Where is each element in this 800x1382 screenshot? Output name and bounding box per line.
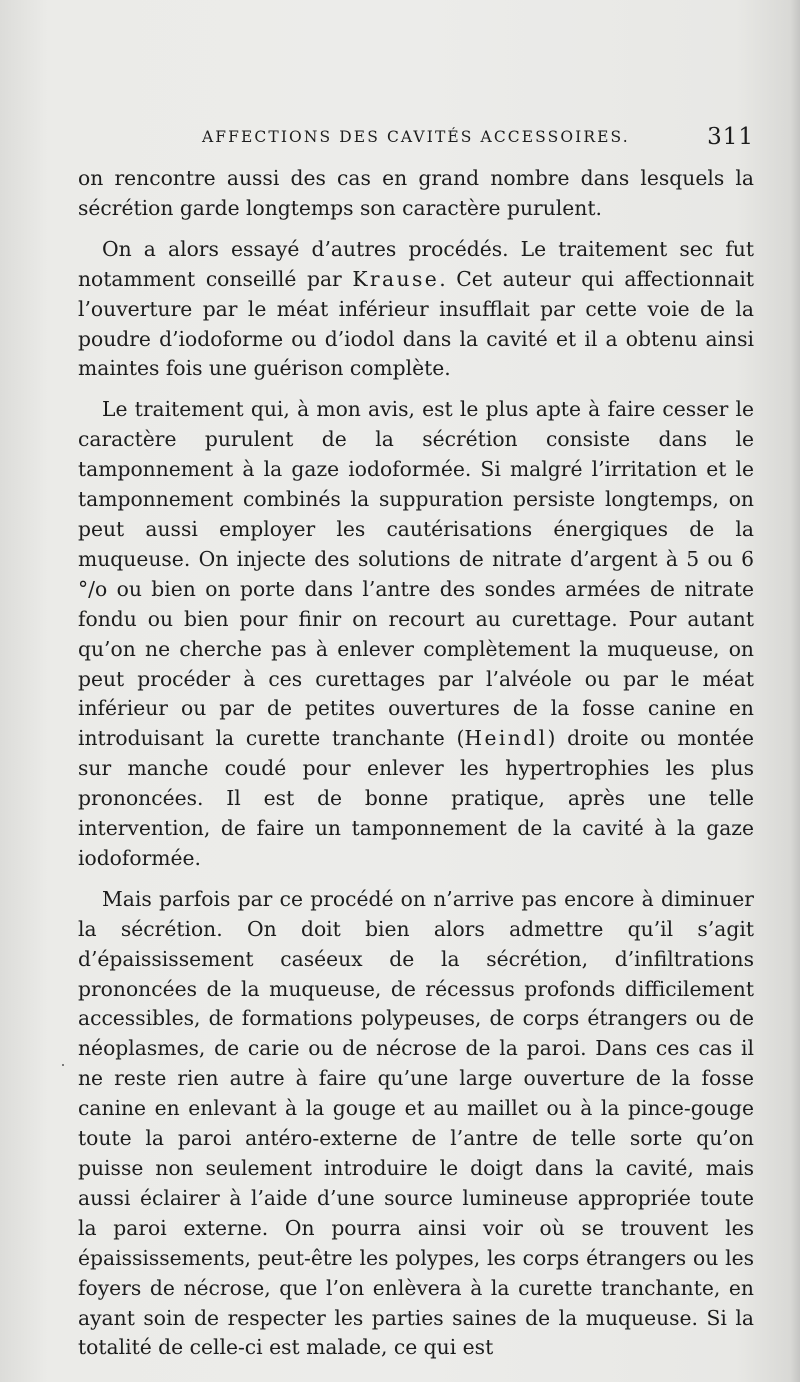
author-name-krause: Krause [352, 266, 440, 291]
paragraph-2-text-end: . Cet auteur qui affectionnait l’ouverture par le méat inférieur insufflait par cette voie de la poudre d’iodoforme ou d’iodol dans la cavité et il a obtenu ainsi maintes fois une guérison complète. [78, 266, 754, 381]
page-number: 311 [707, 124, 754, 150]
paragraph-1-text: on rencontre aussi des cas en grand nombre dans lesquels la sécrétion garde longtemps son caractère purulent. [78, 166, 754, 220]
author-name-heindl: Heindl [464, 726, 548, 751]
scan-edge-shadow [790, 0, 800, 1382]
running-title: AFFECTIONS DES CAVITÉS ACCESSOIRES. [202, 128, 630, 146]
paragraph-2 [78, 235, 754, 385]
margin-speck [62, 1064, 64, 1066]
paragraph-3-text-end: ) droite ou montée sur manche coudé pour enlever les hypertrophies les plus prononcées. Il est de bonne pratique, après une telle intervention, de faire un tamponnement de la cavité à la gaze iodoformée. [78, 726, 754, 870]
body-text [78, 164, 754, 1374]
paragraph-1 [78, 164, 754, 224]
paragraph-3 [78, 395, 754, 874]
paragraph-4-text: Mais parfois par ce procédé on n’arrive pas encore à diminuer la sécrétion. On doit bien alors admettre qu’il s’agit d’épaississement caséeux de la sécrétion, d’infiltrations prononcées de la muqueuse, de récessus profonds difficilement accessibles, de formations polypeuses, de corps étrangers ou de néoplasmes, de carie ou de nécrose de la paroi. Dans ces cas il ne reste rien autre à faire qu’une large ouverture de la fosse canine en enlevant à la gouge et au maillet ou à la pince-gouge toute la paroi antéro-externe de l’antre de telle sorte qu’on puisse non seulement introduire le doigt dans la cavité, mais aussi éclairer à l’aide d’une source lumineuse appropriée toute la paroi externe. On pourra ainsi voir où se trouvent les épaississements, peut-être les polypes, les corps étrangers ou les foyers de nécrose, que l’on enlèvera à la curette tranchante, en ayant soin de respecter les parties saines de la muqueuse. Si la totalité de celle-ci est malade, ce qui est [78, 886, 754, 1360]
running-head [78, 124, 754, 154]
paragraph-2-text-start: On a alors essayé d’autres procédés. Le traitement sec fut notamment conseillé par [78, 236, 754, 291]
paragraph-4 [78, 885, 754, 1364]
paragraph-3-text-start: Le traitement qui, à mon avis, est le plus apte à faire cesser le caractère purulent de la sécrétion consiste dans le tamponnement à la gaze iodoformée. Si malgré l’irritation et le tamponnement combinés la suppuration persiste longtemps, on peut aussi employer les cautérisations énergiques de la muqueuse. On injecte des solutions de nitrate d’argent à 5 ou 6 °/o ou bien on porte dans l’antre des sondes armées de nitrate fondu ou bien pour finir on recourt au curettage. Pour autant qu’on ne cherche pas à enlever complètement la muqueuse, on peut procéder à ces curettages par l’alvéole ou par le méat inférieur ou par de petites ouvertures de la fosse canine en introduisant la curette tranchante ( [78, 397, 754, 751]
